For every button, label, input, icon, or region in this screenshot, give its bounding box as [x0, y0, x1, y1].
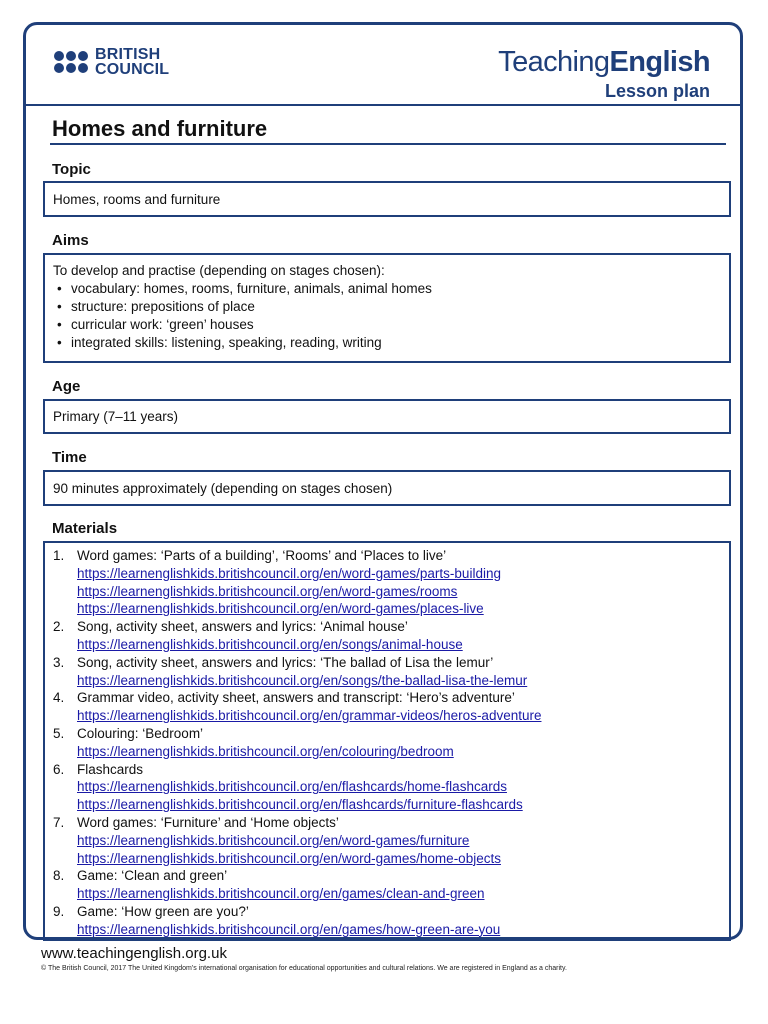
title-divider	[50, 143, 726, 145]
material-link[interactable]: https://learnenglishkids.britishcouncil.org/en/grammar-videos/heros-adventure	[77, 708, 542, 724]
topic-box	[43, 181, 731, 217]
material-link[interactable]: https://learnenglishkids.britishcouncil.org/en/flashcards/home-flashcards	[77, 779, 507, 795]
teaching-english-logo	[498, 46, 710, 102]
item-number: 1.	[53, 548, 65, 563]
material-item	[53, 867, 721, 903]
material-item	[53, 654, 721, 690]
age-text: Primary (7–11 years)	[53, 409, 179, 424]
materials-box	[43, 541, 731, 941]
page-frame	[23, 22, 743, 940]
material-link[interactable]: https://learnenglishkids.britishcouncil.org/en/songs/animal-house	[77, 636, 463, 652]
material-item	[53, 618, 721, 654]
material-item	[53, 689, 721, 725]
material-desc: Word games: ‘Parts of a building’, ‘Rooms’ and ‘Places to live’	[77, 548, 447, 563]
lesson-plan-label: Lesson plan	[604, 81, 710, 101]
material-desc: Game: ‘Clean and green’	[77, 868, 228, 884]
aim-item: • curricular work: ‘green’ houses	[57, 316, 721, 334]
material-desc: Word games: ‘Furniture’ and ‘Home objects’	[77, 814, 339, 830]
time-heading: Time	[52, 449, 87, 466]
material-link[interactable]: https://learnenglishkids.britishcouncil.org/en/word-games/parts-building	[77, 565, 501, 581]
brand-regular: Teaching	[498, 46, 610, 78]
aims-heading: Aims	[52, 232, 89, 249]
logo-line-2: COUNCIL	[95, 61, 170, 78]
material-link[interactable]: https://learnenglishkids.britishcouncil.org/en/word-games/rooms	[77, 583, 458, 599]
brand-bold: English	[609, 46, 710, 78]
time-box	[43, 470, 731, 506]
item-number: 6.	[53, 761, 65, 777]
item-number: 2.	[53, 619, 65, 635]
material-item	[53, 761, 721, 814]
aim-item: • vocabulary: homes, rooms, furniture, animals, animal homes	[57, 280, 721, 298]
material-item	[53, 725, 721, 761]
page-title: Homes and furniture	[52, 116, 268, 141]
material-desc: Song, activity sheet, answers and lyrics: ‘The ballad of Lisa the lemur’	[77, 654, 494, 670]
material-link[interactable]: https://learnenglishkids.britishcouncil.org/en/flashcards/furniture-flashcards	[77, 797, 523, 813]
material-desc: Game: ‘How green are you?’	[77, 903, 249, 919]
material-link[interactable]: https://learnenglishkids.britishcouncil.org/en/word-games/places-live	[77, 601, 484, 617]
material-item	[53, 547, 721, 618]
material-link[interactable]: https://learnenglishkids.britishcouncil.org/en/colouring/bedroom	[77, 743, 454, 759]
item-number: 4.	[53, 690, 65, 706]
material-link[interactable]: https://learnenglishkids.britishcouncil.org/en/games/how-green-are-you	[77, 921, 501, 937]
item-number: 3.	[53, 654, 65, 670]
header-divider	[26, 104, 740, 106]
logo-dots-icon	[54, 51, 88, 73]
footer-copyright: © The British Council, 2017 The United Kingdom’s international organisation for educational opportunities and cultural relations. We are registered in England as a charity.	[41, 965, 567, 972]
topic-text: Homes, rooms and furniture	[53, 192, 221, 207]
item-number: 7.	[53, 814, 65, 830]
materials-heading: Materials	[52, 520, 118, 537]
material-item	[53, 814, 721, 867]
aim-item: • integrated skills: listening, speaking, reading, writing	[57, 334, 721, 352]
british-council-logo	[54, 47, 169, 77]
time-text: 90 minutes approximately (depending on stages chosen)	[53, 481, 393, 496]
aims-box	[43, 253, 731, 363]
item-number: 5.	[53, 725, 65, 741]
material-link[interactable]: https://learnenglishkids.britishcouncil.org/en/songs/the-ballad-lisa-the-lemur	[77, 672, 528, 688]
material-desc: Flashcards	[77, 761, 144, 777]
aims-intro: To develop and practise (depending on stages chosen):	[53, 263, 385, 278]
aim-item: • structure: prepositions of place	[57, 298, 721, 316]
topic-heading: Topic	[52, 161, 91, 178]
material-link[interactable]: https://learnenglishkids.britishcouncil.org/en/word-games/furniture	[77, 832, 470, 848]
material-link[interactable]: https://learnenglishkids.britishcouncil.org/en/games/clean-and-green	[77, 886, 485, 902]
age-heading: Age	[52, 378, 81, 395]
item-number: 8.	[53, 868, 65, 884]
item-number: 9.	[53, 903, 65, 919]
footer-url: www.teachingenglish.org.uk	[41, 945, 227, 962]
logo-line-1: BRITISH	[95, 46, 161, 63]
material-desc: Grammar video, activity sheet, answers and transcript: ‘Hero’s adventure’	[77, 690, 515, 706]
material-desc: Song, activity sheet, answers and lyrics: ‘Animal house’	[77, 619, 408, 635]
age-box	[43, 399, 731, 434]
material-item	[53, 903, 721, 939]
material-link[interactable]: https://learnenglishkids.britishcouncil.org/en/word-games/home-objects	[77, 850, 501, 866]
material-desc: Colouring: ‘Bedroom’	[77, 725, 204, 741]
